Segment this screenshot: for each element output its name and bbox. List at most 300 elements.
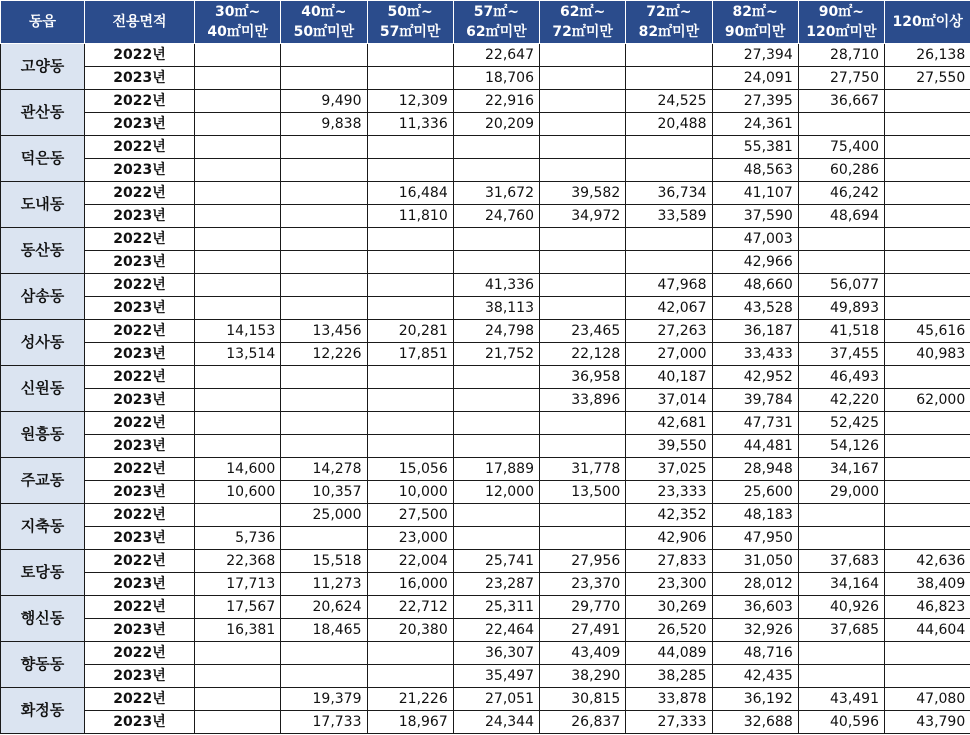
header-band xyxy=(367,1,453,44)
year-label: 2022년 xyxy=(85,550,195,573)
price-cell: 20,488 xyxy=(626,113,712,136)
price-cell: 12,309 xyxy=(367,90,453,113)
price-cell xyxy=(798,113,884,136)
price-cell: 34,167 xyxy=(798,458,884,481)
price-cell: 47,003 xyxy=(712,228,798,251)
price-cell: 27,956 xyxy=(540,550,626,573)
price-cell xyxy=(195,435,281,458)
year-label: 2022년 xyxy=(85,412,195,435)
price-cell: 24,344 xyxy=(453,711,539,734)
price-cell xyxy=(367,251,453,274)
price-cell: 42,435 xyxy=(712,665,798,688)
price-cell xyxy=(281,251,367,274)
table-row xyxy=(1,44,970,67)
price-cell xyxy=(367,228,453,251)
year-label: 2023년 xyxy=(85,435,195,458)
price-cell: 17,733 xyxy=(281,711,367,734)
price-cell: 23,465 xyxy=(540,320,626,343)
header-band xyxy=(453,1,539,44)
dong-name: 행신동 xyxy=(1,596,85,642)
price-cell: 27,833 xyxy=(626,550,712,573)
price-cell: 27,750 xyxy=(798,67,884,90)
year-label: 2022년 xyxy=(85,642,195,665)
year-label: 2023년 xyxy=(85,251,195,274)
price-cell: 15,518 xyxy=(281,550,367,573)
price-cell xyxy=(453,504,539,527)
price-cell: 23,287 xyxy=(453,573,539,596)
price-cell: 10,357 xyxy=(281,481,367,504)
price-cell xyxy=(367,136,453,159)
price-cell: 60,286 xyxy=(798,159,884,182)
table-row xyxy=(1,113,970,136)
price-cell: 34,972 xyxy=(540,205,626,228)
price-cell: 54,126 xyxy=(798,435,884,458)
header-band-line: 82㎡미만 xyxy=(638,24,700,40)
price-cell: 48,716 xyxy=(712,642,798,665)
price-cell xyxy=(195,113,281,136)
table-row xyxy=(1,136,970,159)
price-cell xyxy=(453,228,539,251)
header-band-line: 50㎡~ xyxy=(387,4,433,20)
price-cell xyxy=(281,665,367,688)
price-cell: 36,192 xyxy=(712,688,798,711)
price-cell: 25,000 xyxy=(281,504,367,527)
price-cell: 24,525 xyxy=(626,90,712,113)
price-cell: 27,051 xyxy=(453,688,539,711)
price-cell xyxy=(453,159,539,182)
year-label: 2022년 xyxy=(85,688,195,711)
year-label: 2023년 xyxy=(85,159,195,182)
price-cell: 38,285 xyxy=(626,665,712,688)
price-cell xyxy=(367,274,453,297)
table-row xyxy=(1,90,970,113)
price-cell: 46,823 xyxy=(885,596,970,619)
price-cell: 14,278 xyxy=(281,458,367,481)
price-cell xyxy=(367,159,453,182)
price-cell xyxy=(798,251,884,274)
price-cell xyxy=(453,527,539,550)
price-cell: 27,394 xyxy=(712,44,798,67)
price-cell xyxy=(453,136,539,159)
price-cell: 13,514 xyxy=(195,343,281,366)
price-cell xyxy=(367,389,453,412)
header-band-line: 90㎡~ xyxy=(818,4,864,20)
price-cell xyxy=(195,90,281,113)
price-cell: 37,014 xyxy=(626,389,712,412)
price-cell xyxy=(195,297,281,320)
price-cell: 48,660 xyxy=(712,274,798,297)
price-cell xyxy=(540,67,626,90)
price-cell: 27,500 xyxy=(367,504,453,527)
price-cell: 47,968 xyxy=(626,274,712,297)
price-cell: 37,025 xyxy=(626,458,712,481)
price-cell xyxy=(626,228,712,251)
year-label: 2022년 xyxy=(85,458,195,481)
price-cell: 42,220 xyxy=(798,389,884,412)
price-cell: 36,603 xyxy=(712,596,798,619)
price-cell: 47,080 xyxy=(885,688,970,711)
price-cell xyxy=(367,366,453,389)
table-row xyxy=(1,619,970,642)
price-cell xyxy=(626,44,712,67)
table-row xyxy=(1,527,970,550)
price-cell: 20,624 xyxy=(281,596,367,619)
price-cell xyxy=(885,458,970,481)
price-cell xyxy=(885,366,970,389)
price-cell: 46,493 xyxy=(798,366,884,389)
price-cell: 20,380 xyxy=(367,619,453,642)
price-cell xyxy=(195,366,281,389)
price-cell xyxy=(540,113,626,136)
dong-name: 주교동 xyxy=(1,458,85,504)
price-cell: 48,183 xyxy=(712,504,798,527)
price-cell: 19,379 xyxy=(281,688,367,711)
price-cell: 13,500 xyxy=(540,481,626,504)
price-cell xyxy=(885,90,970,113)
dong-name: 원흥동 xyxy=(1,412,85,458)
price-cell: 28,012 xyxy=(712,573,798,596)
price-cell: 22,916 xyxy=(453,90,539,113)
table-row xyxy=(1,412,970,435)
price-cell xyxy=(195,44,281,67)
table-row xyxy=(1,297,970,320)
year-label: 2023년 xyxy=(85,205,195,228)
price-cell xyxy=(453,412,539,435)
price-cell xyxy=(195,205,281,228)
header-band-line: 62㎡미만 xyxy=(466,24,527,40)
header-band xyxy=(626,1,712,44)
price-cell xyxy=(195,159,281,182)
price-cell: 26,138 xyxy=(885,44,970,67)
price-cell: 28,710 xyxy=(798,44,884,67)
price-cell: 37,590 xyxy=(712,205,798,228)
header-band xyxy=(712,1,798,44)
price-cell xyxy=(540,297,626,320)
year-label: 2022년 xyxy=(85,366,195,389)
price-cell xyxy=(885,228,970,251)
price-cell xyxy=(453,389,539,412)
year-label: 2022년 xyxy=(85,228,195,251)
price-cell: 33,433 xyxy=(712,343,798,366)
price-cell xyxy=(885,113,970,136)
price-cell: 36,307 xyxy=(453,642,539,665)
price-cell xyxy=(281,642,367,665)
price-cell xyxy=(281,205,367,228)
price-cell xyxy=(195,274,281,297)
header-row xyxy=(1,1,970,44)
header-band xyxy=(195,1,281,44)
year-label: 2023년 xyxy=(85,711,195,734)
price-cell xyxy=(281,228,367,251)
price-cell: 42,352 xyxy=(626,504,712,527)
price-cell: 23,000 xyxy=(367,527,453,550)
price-cell: 11,810 xyxy=(367,205,453,228)
price-cell: 21,752 xyxy=(453,343,539,366)
price-cell: 22,647 xyxy=(453,44,539,67)
price-cell xyxy=(195,136,281,159)
price-cell xyxy=(453,366,539,389)
price-cell: 40,983 xyxy=(885,343,970,366)
price-cell xyxy=(281,136,367,159)
header-area: 전용면적 xyxy=(85,1,195,44)
price-cell: 5,736 xyxy=(195,527,281,550)
price-cell: 40,926 xyxy=(798,596,884,619)
year-label: 2022년 xyxy=(85,274,195,297)
table-row xyxy=(1,228,970,251)
price-cell: 26,520 xyxy=(626,619,712,642)
header-band-line: 90㎡미만 xyxy=(724,24,786,40)
price-cell xyxy=(367,665,453,688)
price-cell: 21,226 xyxy=(367,688,453,711)
price-cell: 42,681 xyxy=(626,412,712,435)
price-cell: 28,948 xyxy=(712,458,798,481)
table-row xyxy=(1,67,970,90)
price-cell: 16,381 xyxy=(195,619,281,642)
price-cell: 25,741 xyxy=(453,550,539,573)
price-cell: 56,077 xyxy=(798,274,884,297)
price-cell: 12,226 xyxy=(281,343,367,366)
price-cell xyxy=(195,182,281,205)
price-cell xyxy=(281,366,367,389)
price-cell: 36,187 xyxy=(712,320,798,343)
price-cell xyxy=(885,136,970,159)
price-cell: 37,683 xyxy=(798,550,884,573)
price-cell: 38,113 xyxy=(453,297,539,320)
price-cell: 62,000 xyxy=(885,389,970,412)
price-cell xyxy=(281,412,367,435)
price-cell: 31,672 xyxy=(453,182,539,205)
price-cell: 27,491 xyxy=(540,619,626,642)
price-cell: 29,000 xyxy=(798,481,884,504)
price-cell: 43,491 xyxy=(798,688,884,711)
price-cell: 15,056 xyxy=(367,458,453,481)
price-cell: 25,600 xyxy=(712,481,798,504)
price-cell: 27,395 xyxy=(712,90,798,113)
header-band xyxy=(281,1,367,44)
price-cell: 43,409 xyxy=(540,642,626,665)
table-row xyxy=(1,688,970,711)
price-cell: 36,667 xyxy=(798,90,884,113)
price-cell xyxy=(281,159,367,182)
price-cell: 44,089 xyxy=(626,642,712,665)
price-cell: 40,187 xyxy=(626,366,712,389)
price-cell: 42,952 xyxy=(712,366,798,389)
price-cell: 22,712 xyxy=(367,596,453,619)
price-cell xyxy=(540,435,626,458)
price-cell: 30,815 xyxy=(540,688,626,711)
price-cell xyxy=(540,228,626,251)
header-band xyxy=(885,1,970,44)
header-dong: 동읍 xyxy=(1,1,85,44)
price-cell: 31,050 xyxy=(712,550,798,573)
price-cell xyxy=(453,251,539,274)
dong-name: 삼송동 xyxy=(1,274,85,320)
price-cell xyxy=(885,412,970,435)
year-label: 2023년 xyxy=(85,113,195,136)
price-cell xyxy=(885,481,970,504)
price-cell xyxy=(798,527,884,550)
price-cell xyxy=(540,412,626,435)
header-band-line: 62㎡~ xyxy=(560,4,606,20)
price-cell: 11,336 xyxy=(367,113,453,136)
price-cell: 40,596 xyxy=(798,711,884,734)
price-cell xyxy=(885,159,970,182)
price-cell: 39,582 xyxy=(540,182,626,205)
price-cell: 43,528 xyxy=(712,297,798,320)
table-row xyxy=(1,274,970,297)
price-cell: 52,425 xyxy=(798,412,884,435)
price-cell: 41,518 xyxy=(798,320,884,343)
price-cell: 27,333 xyxy=(626,711,712,734)
price-cell: 11,273 xyxy=(281,573,367,596)
price-cell xyxy=(195,688,281,711)
price-cell: 42,636 xyxy=(885,550,970,573)
price-cell xyxy=(885,435,970,458)
price-cell xyxy=(281,182,367,205)
table-row xyxy=(1,251,970,274)
price-cell: 48,694 xyxy=(798,205,884,228)
price-cell: 31,778 xyxy=(540,458,626,481)
price-cell xyxy=(281,297,367,320)
table-row xyxy=(1,366,970,389)
price-cell: 42,906 xyxy=(626,527,712,550)
table-row xyxy=(1,665,970,688)
table-row xyxy=(1,458,970,481)
year-label: 2023년 xyxy=(85,573,195,596)
price-cell: 24,798 xyxy=(453,320,539,343)
header-band-line: 72㎡미만 xyxy=(552,24,613,40)
price-cell xyxy=(195,711,281,734)
year-label: 2023년 xyxy=(85,297,195,320)
price-cell: 39,784 xyxy=(712,389,798,412)
header-band-line: 72㎡~ xyxy=(646,4,692,20)
price-cell: 33,878 xyxy=(626,688,712,711)
price-cell: 16,484 xyxy=(367,182,453,205)
price-cell xyxy=(453,435,539,458)
price-cell: 45,616 xyxy=(885,320,970,343)
year-label: 2022년 xyxy=(85,136,195,159)
header-band-line: 40㎡~ xyxy=(301,4,347,20)
price-cell: 24,091 xyxy=(712,67,798,90)
price-cell xyxy=(885,205,970,228)
price-cell: 35,497 xyxy=(453,665,539,688)
price-cell: 23,300 xyxy=(626,573,712,596)
price-cell: 17,889 xyxy=(453,458,539,481)
price-cell xyxy=(626,251,712,274)
price-cell xyxy=(885,182,970,205)
price-cell: 49,893 xyxy=(798,297,884,320)
year-label: 2022년 xyxy=(85,596,195,619)
price-cell xyxy=(626,136,712,159)
price-cell xyxy=(281,67,367,90)
table-row xyxy=(1,343,970,366)
price-cell: 24,760 xyxy=(453,205,539,228)
price-cell: 18,706 xyxy=(453,67,539,90)
price-cell xyxy=(798,504,884,527)
price-cell: 24,361 xyxy=(712,113,798,136)
price-cell xyxy=(798,642,884,665)
table-row xyxy=(1,159,970,182)
year-label: 2023년 xyxy=(85,481,195,504)
price-cell: 34,164 xyxy=(798,573,884,596)
dong-name: 관산동 xyxy=(1,90,85,136)
price-cell xyxy=(540,159,626,182)
price-cell: 16,000 xyxy=(367,573,453,596)
header-band-line: 57㎡~ xyxy=(473,4,519,20)
price-cell: 17,713 xyxy=(195,573,281,596)
price-cell: 12,000 xyxy=(453,481,539,504)
year-label: 2023년 xyxy=(85,67,195,90)
price-cell: 46,242 xyxy=(798,182,884,205)
price-cell xyxy=(885,297,970,320)
price-cell xyxy=(798,228,884,251)
price-cell: 26,837 xyxy=(540,711,626,734)
table-row xyxy=(1,435,970,458)
price-cell xyxy=(540,251,626,274)
price-cell: 47,950 xyxy=(712,527,798,550)
price-cell xyxy=(885,274,970,297)
price-cell: 10,600 xyxy=(195,481,281,504)
table-row xyxy=(1,504,970,527)
price-cell xyxy=(195,665,281,688)
price-cell: 36,958 xyxy=(540,366,626,389)
table-row xyxy=(1,389,970,412)
price-cell: 48,563 xyxy=(712,159,798,182)
dong-name: 동산동 xyxy=(1,228,85,274)
price-cell: 47,731 xyxy=(712,412,798,435)
year-label: 2023년 xyxy=(85,665,195,688)
price-cell xyxy=(885,665,970,688)
price-cell: 20,209 xyxy=(453,113,539,136)
price-cell: 25,311 xyxy=(453,596,539,619)
dong-name: 성사동 xyxy=(1,320,85,366)
price-cell: 36,734 xyxy=(626,182,712,205)
dong-name: 고양동 xyxy=(1,44,85,90)
price-cell xyxy=(540,136,626,159)
price-cell: 44,604 xyxy=(885,619,970,642)
header-band-line: 120㎡미만 xyxy=(806,24,877,40)
price-cell xyxy=(885,642,970,665)
price-cell: 39,550 xyxy=(626,435,712,458)
price-cell: 32,688 xyxy=(712,711,798,734)
price-cell xyxy=(540,90,626,113)
table-row xyxy=(1,596,970,619)
table-row xyxy=(1,711,970,734)
price-cell: 27,550 xyxy=(885,67,970,90)
dong-name: 화정동 xyxy=(1,688,85,734)
price-cell xyxy=(281,389,367,412)
header-band-line: 40㎡미만 xyxy=(207,24,268,40)
price-cell: 20,281 xyxy=(367,320,453,343)
price-cell xyxy=(195,412,281,435)
price-cell xyxy=(281,274,367,297)
table-header xyxy=(1,1,970,44)
price-cell xyxy=(195,389,281,412)
price-cell xyxy=(367,44,453,67)
header-band-line: 30㎡~ xyxy=(215,4,261,20)
year-label: 2023년 xyxy=(85,389,195,412)
dong-name: 향동동 xyxy=(1,642,85,688)
price-cell: 38,409 xyxy=(885,573,970,596)
price-cell: 22,128 xyxy=(540,343,626,366)
price-cell xyxy=(367,412,453,435)
price-cell xyxy=(195,228,281,251)
price-cell: 10,000 xyxy=(367,481,453,504)
year-label: 2022년 xyxy=(85,90,195,113)
dong-name: 토당동 xyxy=(1,550,85,596)
dong-name: 지축동 xyxy=(1,504,85,550)
year-label: 2022년 xyxy=(85,320,195,343)
